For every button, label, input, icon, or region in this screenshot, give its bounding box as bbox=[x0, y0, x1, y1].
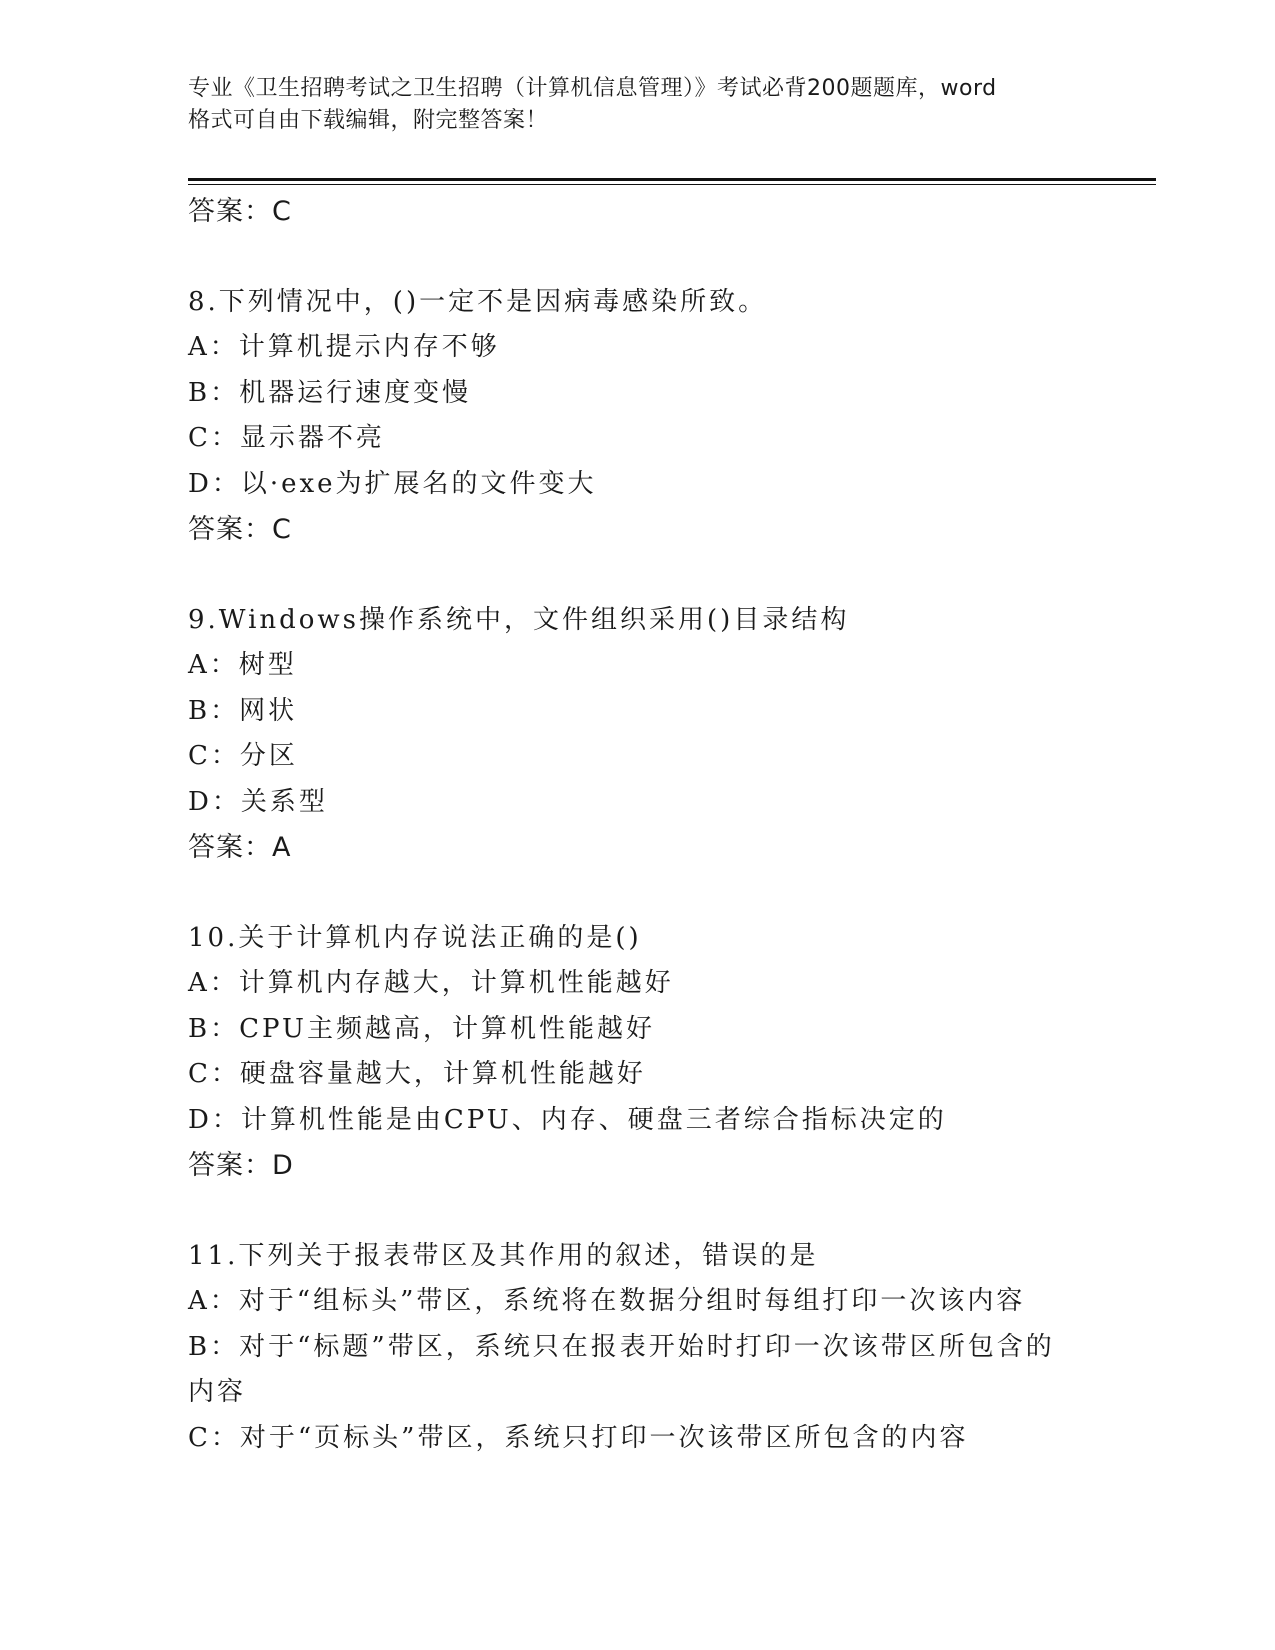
question-block bbox=[188, 280, 1088, 553]
spacer bbox=[188, 553, 1088, 598]
question-stem: 11.下列关于报表带区及其作用的叙述，错误的是 bbox=[188, 1240, 819, 1271]
option-c: C：分区 bbox=[188, 741, 298, 771]
option-b: B：对于“标题”带区，系统只在报表开始时打印一次该带区所包含的内容 bbox=[188, 1331, 1055, 1407]
option-a: A：树型 bbox=[188, 650, 297, 680]
spacer bbox=[188, 235, 1088, 280]
option-c: C：硬盘容量越大，计算机性能越好 bbox=[188, 1059, 646, 1089]
header-rule-thick bbox=[188, 178, 1156, 181]
question-list bbox=[188, 189, 1088, 1461]
option-a: A：计算机提示内存不够 bbox=[188, 332, 500, 362]
question-block bbox=[188, 1234, 1088, 1462]
option-a: A：对于“组标头”带区，系统将在数据分组时每组打印一次该内容 bbox=[188, 1286, 1026, 1316]
option-b: B：机器运行速度变慢 bbox=[188, 377, 472, 408]
question-block bbox=[188, 598, 1088, 871]
answer-line: 答案：A bbox=[188, 832, 292, 863]
option-c: C：对于“页标头”带区，系统只打印一次该带区所包含的内容 bbox=[188, 1422, 969, 1453]
question-stem: 9.Windows操作系统中，文件组织采用()目录结构 bbox=[188, 604, 850, 635]
question-block bbox=[188, 916, 1088, 1189]
option-a: A：计算机内存越大，计算机性能越好 bbox=[188, 968, 674, 998]
option-d: D：以·exe为扩展名的文件变大 bbox=[188, 468, 597, 499]
document-header bbox=[188, 73, 1088, 137]
header-rule-thin bbox=[188, 184, 1156, 185]
option-c: C：显示器不亮 bbox=[188, 423, 385, 453]
header-line-1: 专业《卫生招聘考试之卫生招聘（计算机信息管理）》考试必背200题题库，word bbox=[188, 76, 997, 101]
spacer bbox=[188, 1189, 1088, 1234]
question-stem: 8.下列情况中，()一定不是因病毒感染所致。 bbox=[188, 286, 768, 317]
spacer bbox=[188, 871, 1088, 916]
answer-line: 答案：C bbox=[188, 514, 292, 545]
option-d: D：计算机性能是由CPU、内存、硬盘三者综合指标决定的 bbox=[188, 1104, 947, 1135]
option-d: D：关系型 bbox=[188, 786, 328, 817]
option-b: B：网状 bbox=[188, 695, 298, 726]
header-line-2: 格式可自由下载编辑，附完整答案！ bbox=[188, 108, 549, 133]
question-stem: 10.关于计算机内存说法正确的是() bbox=[188, 922, 642, 953]
answer-line: 答案：C bbox=[188, 196, 292, 227]
answer-line: 答案：D bbox=[188, 1150, 294, 1181]
option-b: B：CPU主频越高，计算机性能越好 bbox=[188, 1013, 655, 1044]
